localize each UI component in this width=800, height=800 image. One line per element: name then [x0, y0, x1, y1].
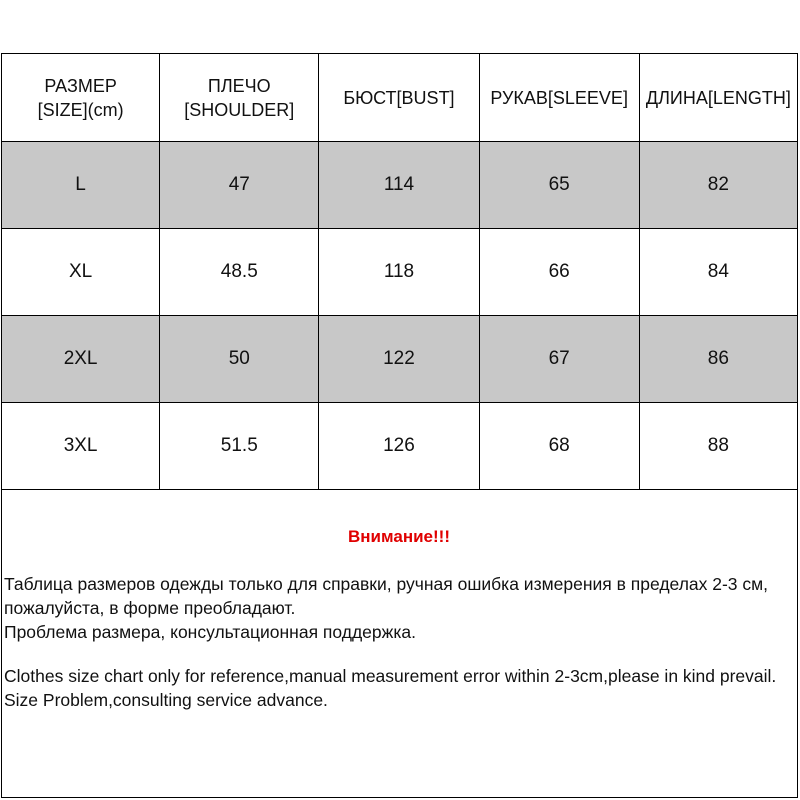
- header-length: [639, 54, 797, 142]
- notice-ru-support: Проблема размера, консультационная поддержка.: [4, 622, 416, 642]
- header-sleeve: [479, 54, 639, 142]
- cell-length: 88: [639, 403, 797, 490]
- cell-bust: 126: [319, 403, 479, 490]
- header-size: [2, 54, 160, 142]
- cell-size: 3XL: [2, 403, 160, 490]
- cell-shoulder: 51.5: [160, 403, 319, 490]
- cell-length: 86: [639, 316, 797, 403]
- cell-size: XL: [2, 229, 160, 316]
- cell-sleeve: 67: [479, 316, 639, 403]
- cell-sleeve: 65: [479, 142, 639, 229]
- cell-bust: 122: [319, 316, 479, 403]
- header-size-line1: РАЗМЕР: [44, 75, 117, 96]
- notice-title: Внимание!!!: [348, 527, 450, 546]
- header-shoulder: [160, 54, 319, 142]
- cell-bust: 118: [319, 229, 479, 316]
- cell-size: 2XL: [2, 316, 160, 403]
- cell-sleeve: 68: [479, 403, 639, 490]
- table-row: [2, 316, 798, 403]
- notice-en-disclaimer: Clothes size chart only for reference,manual measurement error within 2-3cm,please in kind prevail.: [4, 666, 777, 686]
- size-table: [1, 53, 798, 490]
- cell-shoulder: 48.5: [160, 229, 319, 316]
- cell-bust: 114: [319, 142, 479, 229]
- cell-shoulder: 50: [160, 316, 319, 403]
- header-bust: [319, 54, 479, 142]
- cell-length: 84: [639, 229, 797, 316]
- cell-size: L: [2, 142, 160, 229]
- notice-ru-disclaimer: Таблица размеров одежды только для справки, ручная ошибка измерения в пределах 2-3 см, пожалуйста, в форме преобладают.: [4, 574, 769, 618]
- cell-shoulder: 47: [160, 142, 319, 229]
- cell-length: 82: [639, 142, 797, 229]
- table-row: [2, 142, 798, 229]
- table-row: [2, 229, 798, 316]
- header-length-line1: ДЛИНА[LENGTH]: [645, 87, 791, 108]
- header-size-line2: [SIZE](cm): [37, 99, 124, 120]
- header-sleeve-line1: РУКАВ[SLEEVE]: [490, 87, 628, 108]
- notice-en-support: Size Problem,consulting service advance.: [4, 690, 328, 710]
- header-shoulder-line2: [SHOULDER]: [184, 99, 295, 120]
- notice-section: [4, 492, 794, 712]
- table-header-row: [2, 54, 798, 142]
- header-bust-line1: БЮСТ[BUST]: [343, 87, 455, 108]
- cell-sleeve: 66: [479, 229, 639, 316]
- table-row: [2, 403, 798, 490]
- header-shoulder-line1: ПЛЕЧО: [207, 75, 271, 96]
